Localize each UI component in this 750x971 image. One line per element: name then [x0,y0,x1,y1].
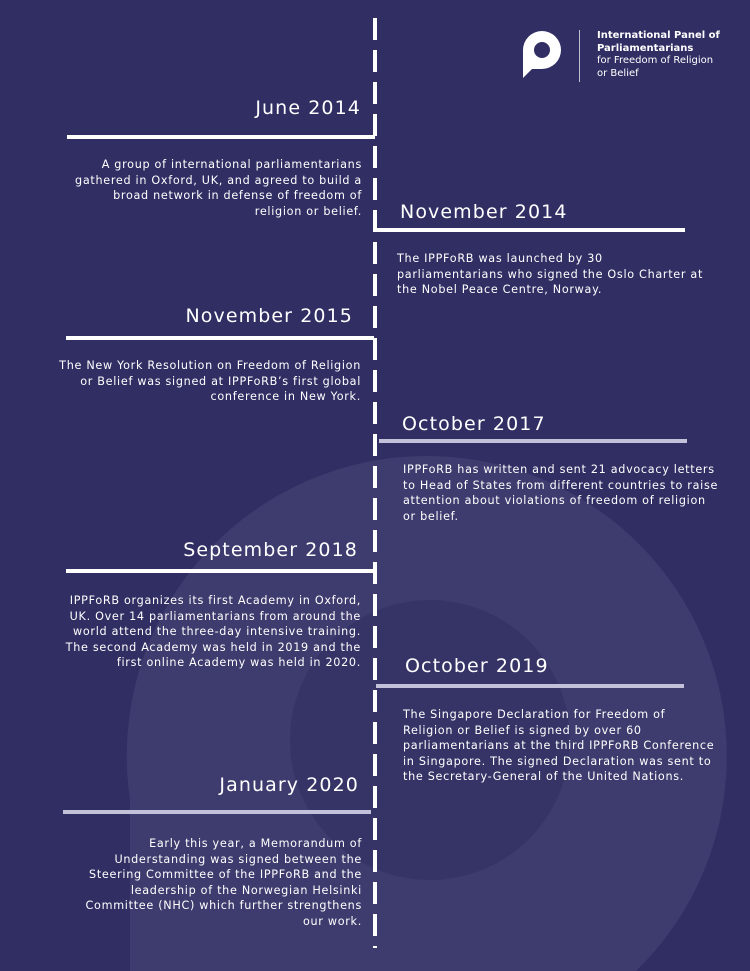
event-description: The Singapore Declaration for Freedom of Religion or Belief is signed by over 60 parliamentarians at the third IPPFoRB Conference in Singapore. The signed Declaration was sent to the Secretary-General of the United Nations. [403,708,715,783]
event-description: IPPFoRB organizes its first Academy in Oxford, UK. Over 14 parliamentarians from around the world attend the three-day intensive training. The second Academy was held in 2019 and the first online Academy was held in 2020. [65,594,361,669]
organization-name [597,30,747,80]
event-date: June 2014 [255,97,361,119]
event-date: September 2018 [183,539,358,561]
event-rule [63,810,371,814]
event-date: November 2014 [400,201,568,223]
event-description: The IPPFoRB was launched by 30 parliamentarians who signed the Oslo Charter at the Nobel Peace Centre, Norway. [397,252,704,296]
org-name-line-4: or Belief [597,67,639,79]
event-description: Early this year, a Memorandum of Understanding was signed between the Steering Committee of the IPPFoRB and the leadership of the Norwegian Helsinki Committee (NHC) which further strengthens our work. [85,837,362,928]
event-description: The New York Resolution on Freedom of Religion or Belief was signed at IPPFoRB’s first global conference in New York. [59,359,361,403]
event-rule [66,336,374,340]
event-rule [379,439,687,443]
event-rule [377,228,685,232]
timeline-spine [373,18,377,948]
event-rule [66,569,374,573]
event-description: IPPFoRB has written and sent 21 advocacy letters to Head of States from different countries to raise attention about violations of freedom of religion or belief. [403,463,719,523]
event-rule [67,135,375,139]
ippforb-logo-icon [520,28,564,80]
event-date: October 2019 [405,655,549,677]
event-description: A group of international parliamentarians gathered in Oxford, UK, and agreed to build a broad network in defense of freedom of religion or belief. [75,158,362,218]
event-date: November 2015 [185,305,353,327]
org-name-line-2: Parliamentarians [597,42,694,54]
logo-divider [579,30,580,82]
org-name-line-1: International Panel of [597,30,720,41]
event-date: October 2017 [402,413,546,435]
event-rule [376,684,684,688]
org-name-line-3: for Freedom of Religion [597,55,714,66]
event-date: January 2020 [219,774,359,796]
